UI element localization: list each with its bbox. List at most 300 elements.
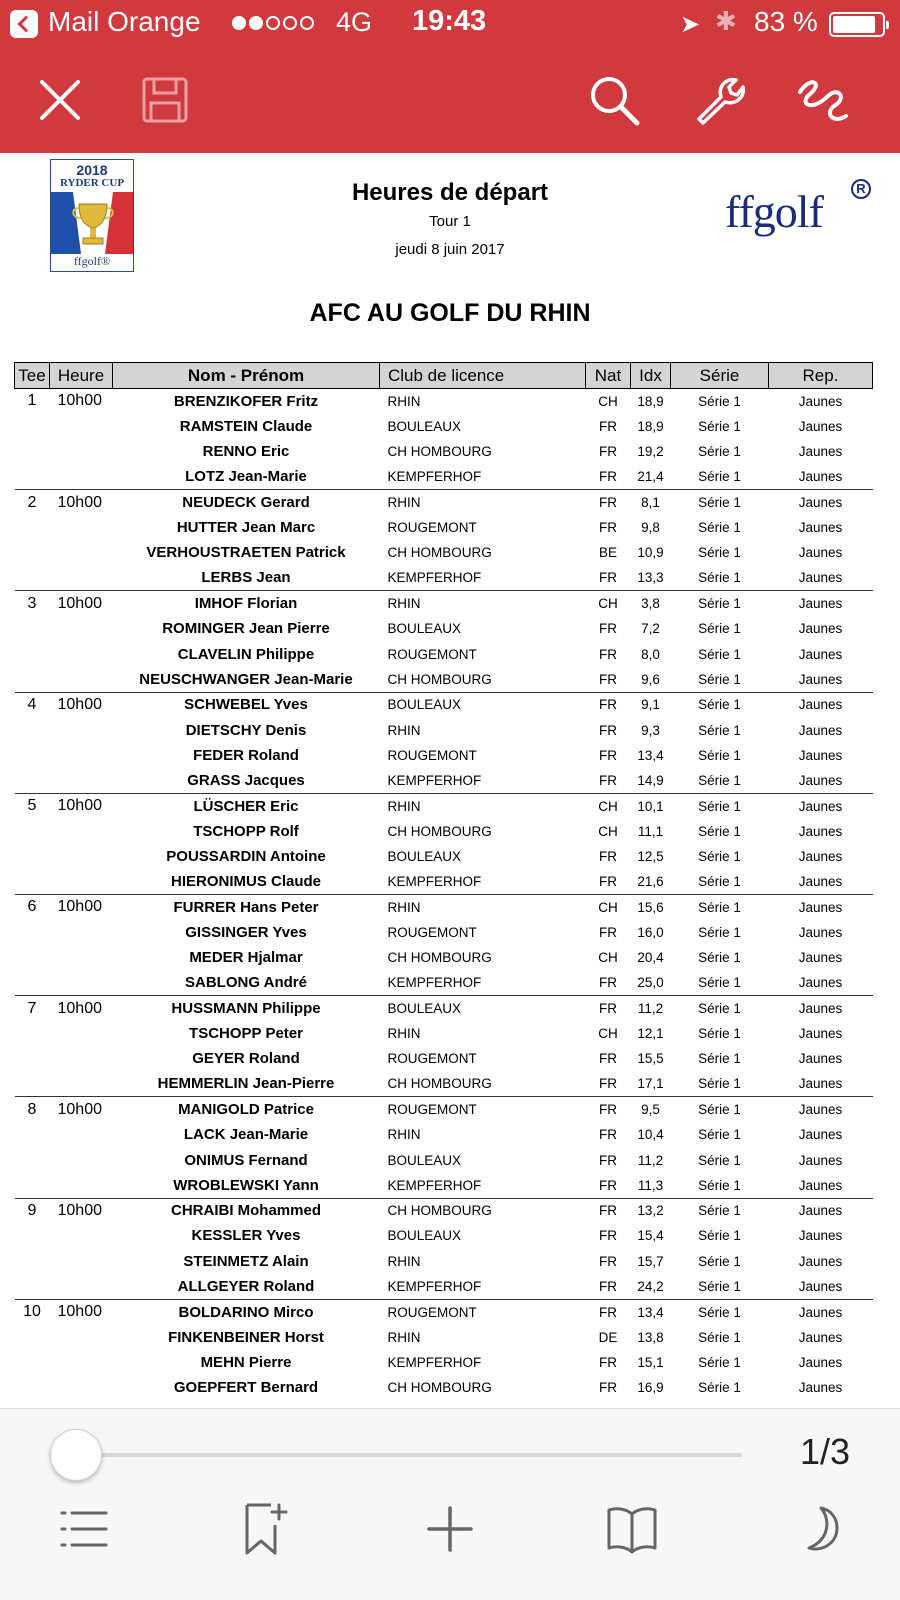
cell-rep: Jaunes xyxy=(798,545,843,561)
cell-idx: 11,2 xyxy=(637,1152,664,1168)
cell-idx: 12,5 xyxy=(637,848,664,864)
table-row xyxy=(15,894,873,919)
table-row xyxy=(15,768,873,793)
table-row xyxy=(15,717,873,742)
signal-strength-icon xyxy=(232,16,314,30)
col-header-heure: Heure xyxy=(50,363,113,389)
table-row xyxy=(15,844,873,869)
cell-heure: 10h00 xyxy=(57,493,102,511)
page-slider-track[interactable] xyxy=(76,1453,742,1457)
cell-club: CH HOMBOURG xyxy=(387,823,492,839)
cell-rep: Jaunes xyxy=(798,418,843,434)
cell-nom: MANIGOLD Patrice xyxy=(178,1101,314,1119)
cell-nat: FR xyxy=(586,566,631,591)
cell-heure: 10h00 xyxy=(57,594,102,612)
cell-heure: 10h00 xyxy=(57,898,102,916)
add-icon[interactable] xyxy=(420,1499,480,1559)
cell-rep: Jaunes xyxy=(769,464,873,489)
cell-rep: Jaunes xyxy=(798,747,843,763)
cell-club: KEMPFERHOF xyxy=(380,1274,586,1299)
cell-tee: 7 xyxy=(27,999,37,1017)
cell-rep: Jaunes xyxy=(798,646,843,662)
cell-serie: Série 1 xyxy=(698,798,741,814)
cell-tee xyxy=(15,1350,50,1375)
cell-tee: 8 xyxy=(27,1100,37,1118)
cell-nat: FR xyxy=(599,621,617,637)
cell-nom: HUTTER Jean Marc xyxy=(176,519,316,537)
cell-heure xyxy=(50,667,113,692)
cell-serie: Série 1 xyxy=(698,444,741,460)
cell-serie: Série 1 xyxy=(698,545,741,561)
cell-nat: CH xyxy=(598,950,618,966)
cell-nom: CHRAIBI Mohammed xyxy=(170,1202,321,1220)
cell-nom: MEDER Hjalmar xyxy=(189,949,303,967)
cell-tee xyxy=(15,1173,50,1198)
cell-rep: Jaunes xyxy=(798,697,843,713)
cell-idx: 12,1 xyxy=(637,1026,664,1042)
cell-club: RHIN xyxy=(387,899,421,915)
cell-idx: 24,2 xyxy=(631,1274,671,1299)
cell-nom: DIETSCHY Denis xyxy=(185,721,307,739)
back-app-label[interactable]: Mail Orange xyxy=(48,6,201,37)
cell-club: KEMPFERHOF xyxy=(380,768,586,793)
cell-rep: Jaunes xyxy=(798,722,843,738)
ffgolf-logo-text: ffgolf xyxy=(725,186,823,237)
cell-tee xyxy=(15,540,50,565)
cell-nat: FR xyxy=(586,970,631,995)
cell-idx: 16,9 xyxy=(637,1380,664,1396)
cell-club: ROUGEMONT xyxy=(387,646,477,662)
cell-serie: Série 1 xyxy=(671,869,769,894)
cell-nat: FR xyxy=(599,924,617,940)
table-row xyxy=(15,793,873,818)
cell-serie: Série 1 xyxy=(698,823,741,839)
col-header-nom: Nom - Prénom xyxy=(113,363,380,389)
cell-nat: FR xyxy=(599,1354,617,1370)
cell-heure xyxy=(50,1375,113,1400)
cell-idx: 13,3 xyxy=(631,566,671,591)
col-header-nat: Nat xyxy=(586,363,631,389)
cell-rep: Jaunes xyxy=(798,1051,843,1067)
cell-heure xyxy=(50,743,113,768)
cell-club: BOULEAUX xyxy=(387,418,462,434)
cell-tee: 5 xyxy=(27,797,37,815)
cell-nat: FR xyxy=(599,848,617,864)
cell-club: ROUGEMONT xyxy=(387,747,477,763)
cell-nom: CLAVELIN Philippe xyxy=(177,645,315,663)
save-icon[interactable] xyxy=(135,70,195,130)
cell-heure xyxy=(50,1122,113,1147)
cell-tee xyxy=(15,743,50,768)
cell-serie: Série 1 xyxy=(671,1274,769,1299)
cell-tee: 3 xyxy=(27,594,37,612)
book-icon[interactable] xyxy=(602,1499,662,1559)
cell-idx: 7,2 xyxy=(641,621,660,637)
cell-tee xyxy=(15,1122,50,1147)
table-row xyxy=(15,1072,873,1097)
reader-bottom-bar xyxy=(0,1408,900,1600)
cell-serie: Série 1 xyxy=(698,418,741,434)
cell-heure xyxy=(50,819,113,844)
battery-icon xyxy=(829,12,885,37)
cell-nat: FR xyxy=(599,1228,617,1244)
cell-nat: FR xyxy=(586,667,631,692)
cell-tee xyxy=(15,414,50,439)
cell-serie: Série 1 xyxy=(698,1152,741,1168)
cell-club: ROUGEMONT xyxy=(387,520,477,536)
cell-nat: FR xyxy=(599,1152,617,1168)
table-row xyxy=(15,591,873,616)
cell-tee xyxy=(15,945,50,970)
cell-serie: Série 1 xyxy=(671,464,769,489)
cell-nom: MEHN Pierre xyxy=(200,1353,292,1371)
cell-club: ROUGEMONT xyxy=(387,1051,477,1067)
cell-idx: 19,2 xyxy=(637,444,664,460)
cell-nom: SCHWEBEL Yves xyxy=(184,696,308,714)
cell-rep: Jaunes xyxy=(769,1274,873,1299)
cell-serie: Série 1 xyxy=(698,1329,741,1345)
table-row xyxy=(15,641,873,666)
cell-rep: Jaunes xyxy=(798,1102,843,1118)
cell-club: KEMPFERHOF xyxy=(387,1354,482,1370)
cell-rep: Jaunes xyxy=(798,1228,843,1244)
cell-idx: 9,5 xyxy=(641,1102,660,1118)
cell-nat: FR xyxy=(599,722,617,738)
ryder-cup-logo xyxy=(50,159,134,272)
cell-club: RHIN xyxy=(387,1026,421,1042)
cell-nom: HEMMERLIN Jean-Pierre xyxy=(113,1072,380,1097)
cell-rep: Jaunes xyxy=(798,1127,843,1143)
close-icon[interactable] xyxy=(30,70,90,130)
cell-heure xyxy=(50,920,113,945)
cell-nom: ROMINGER Jean Pierre xyxy=(162,620,330,638)
cell-tee xyxy=(15,768,50,793)
col-header-serie: Série xyxy=(671,363,769,389)
cell-nom: HUSSMANN Philippe xyxy=(171,1000,321,1018)
cell-club: BOULEAUX xyxy=(387,848,462,864)
cell-club: ROUGEMONT xyxy=(387,1102,477,1118)
col-header-rep: Rep. xyxy=(769,363,873,389)
cell-nom: HIERONIMUS Claude xyxy=(113,869,380,894)
cell-rep: Jaunes xyxy=(798,1380,843,1396)
table-row xyxy=(15,414,873,439)
cell-rep: Jaunes xyxy=(769,667,873,692)
cell-nom: WROBLEWSKI Yann xyxy=(113,1173,380,1198)
cell-tee xyxy=(15,1249,50,1274)
cell-nom: VERHOUSTRAETEN Patrick xyxy=(146,544,346,562)
table-row xyxy=(15,439,873,464)
table-row xyxy=(15,667,873,692)
table-row xyxy=(15,1173,873,1198)
cell-club: RHIN xyxy=(387,495,421,511)
cell-rep: Jaunes xyxy=(798,798,843,814)
cell-rep: Jaunes xyxy=(798,1253,843,1269)
cell-serie: Série 1 xyxy=(671,768,769,793)
table-row xyxy=(15,970,873,995)
table-row xyxy=(15,920,873,945)
cell-idx: 11,3 xyxy=(631,1173,671,1198)
cell-idx: 11,1 xyxy=(637,823,664,839)
cell-nom: FINKENBEINER Horst xyxy=(168,1328,324,1346)
cell-rep: Jaunes xyxy=(769,1072,873,1097)
cell-nom: BOLDARINO Mirco xyxy=(178,1303,314,1321)
registered-mark-icon: R xyxy=(851,179,871,199)
table-row xyxy=(15,1299,873,1324)
night-mode-icon[interactable] xyxy=(786,1499,846,1559)
cell-nat: FR xyxy=(586,1072,631,1097)
cell-tee: 1 xyxy=(27,392,37,410)
cell-nom: LACK Jean-Marie xyxy=(183,1126,309,1144)
cell-nat: FR xyxy=(599,1051,617,1067)
table-row xyxy=(15,515,873,540)
cell-tee xyxy=(15,1147,50,1172)
cell-heure xyxy=(50,717,113,742)
document-date: jeudi 8 juin 2017 xyxy=(395,241,505,258)
table-body xyxy=(15,389,873,1401)
table-row xyxy=(15,1223,873,1248)
cell-rep: Jaunes xyxy=(798,1026,843,1042)
cell-idx: 15,6 xyxy=(637,899,664,915)
cell-club: CH HOMBOURG xyxy=(380,667,586,692)
cell-tee: 2 xyxy=(27,493,37,511)
cell-club: RHIN xyxy=(387,1127,421,1143)
cell-nat: FR xyxy=(586,869,631,894)
cell-idx: 9,1 xyxy=(641,697,660,713)
cell-nat: FR xyxy=(599,747,617,763)
cell-tee xyxy=(15,920,50,945)
cell-tee xyxy=(15,717,50,742)
cell-tee xyxy=(15,464,50,489)
table-row xyxy=(15,1350,873,1375)
search-icon[interactable] xyxy=(584,70,644,130)
ryder-logo-year: 2018 xyxy=(76,162,108,178)
cell-heure xyxy=(50,1274,113,1299)
annotate-icon[interactable] xyxy=(792,70,852,130)
cell-nom: TSCHOPP Rolf xyxy=(193,822,299,840)
cell-idx: 13,4 xyxy=(637,747,664,763)
cell-serie: Série 1 xyxy=(698,950,741,966)
cell-heure xyxy=(50,945,113,970)
cell-idx: 15,5 xyxy=(637,1051,664,1067)
cell-heure xyxy=(50,641,113,666)
cell-heure xyxy=(50,439,113,464)
cell-tee xyxy=(15,970,50,995)
cell-nat: CH xyxy=(598,899,618,915)
cell-tee xyxy=(15,616,50,641)
cell-serie: Série 1 xyxy=(698,1228,741,1244)
network-type: 4G xyxy=(336,7,373,37)
cell-heure: 10h00 xyxy=(57,392,102,410)
cell-heure: 10h00 xyxy=(57,1201,102,1219)
col-header-idx: Idx xyxy=(631,363,671,389)
cell-idx: 17,1 xyxy=(631,1072,671,1097)
cell-heure xyxy=(50,566,113,591)
back-to-app-icon[interactable] xyxy=(10,10,38,38)
cell-serie: Série 1 xyxy=(698,520,741,536)
cell-heure xyxy=(50,1249,113,1274)
cell-serie: Série 1 xyxy=(698,697,741,713)
cell-serie: Série 1 xyxy=(698,596,741,612)
cell-tee xyxy=(15,869,50,894)
cell-nom: FEDER Roland xyxy=(193,746,299,764)
wrench-icon[interactable] xyxy=(688,70,748,130)
cell-idx: 14,9 xyxy=(631,768,671,793)
cell-tee xyxy=(15,844,50,869)
cell-nat: FR xyxy=(599,418,617,434)
cell-club: KEMPFERHOF xyxy=(380,464,586,489)
battery-percent: 83 % xyxy=(754,6,818,37)
page-indicator: 1/3 xyxy=(800,1431,851,1472)
cell-nom: KESSLER Yves xyxy=(191,1227,301,1245)
cell-tee: 9 xyxy=(27,1201,37,1219)
cell-nat: CH xyxy=(598,393,618,409)
cell-club: KEMPFERHOF xyxy=(380,869,586,894)
cell-rep: Jaunes xyxy=(769,768,873,793)
cell-nat: CH xyxy=(598,823,618,839)
cell-rep: Jaunes xyxy=(769,566,873,591)
cell-rep: Jaunes xyxy=(798,848,843,864)
cell-heure xyxy=(50,1021,113,1046)
cell-tee xyxy=(15,1274,50,1299)
cell-heure: 10h00 xyxy=(57,695,102,713)
cell-nom: LÜSCHER Eric xyxy=(193,797,299,815)
cell-rep: Jaunes xyxy=(798,899,843,915)
cell-heure xyxy=(50,540,113,565)
cell-tee xyxy=(15,1324,50,1349)
cell-tee xyxy=(15,1375,50,1400)
cell-nom: NEUSCHWANGER Jean-Marie xyxy=(113,667,380,692)
cell-serie: Série 1 xyxy=(698,1253,741,1269)
cell-serie: Série 1 xyxy=(698,1001,741,1017)
cell-rep: Jaunes xyxy=(798,495,843,511)
bookmark-add-icon[interactable] xyxy=(235,1499,295,1559)
cell-serie: Série 1 xyxy=(671,1072,769,1097)
cell-rep: Jaunes xyxy=(769,970,873,995)
cell-nat: FR xyxy=(599,1304,617,1320)
cell-serie: Série 1 xyxy=(698,722,741,738)
cell-club: BOULEAUX xyxy=(387,1001,462,1017)
cell-club: BOULEAUX xyxy=(387,1152,462,1168)
cell-rep: Jaunes xyxy=(798,393,843,409)
cell-idx: 20,4 xyxy=(637,950,664,966)
cell-heure xyxy=(50,1173,113,1198)
cell-rep: Jaunes xyxy=(798,950,843,966)
cell-serie: Série 1 xyxy=(698,747,741,763)
cell-tee xyxy=(15,1046,50,1071)
table-row xyxy=(15,692,873,717)
cell-club: RHIN xyxy=(387,722,421,738)
cell-serie: Série 1 xyxy=(698,848,741,864)
cell-nom: GOEPFERT Bernard xyxy=(173,1379,319,1397)
list-icon[interactable] xyxy=(54,1499,114,1559)
cell-serie: Série 1 xyxy=(698,1380,741,1396)
cell-heure xyxy=(50,515,113,540)
cell-club: BOULEAUX xyxy=(387,1228,462,1244)
table-row xyxy=(15,616,873,641)
cell-serie: Série 1 xyxy=(671,566,769,591)
ryder-logo-name: RYDER CUP xyxy=(59,177,125,189)
cell-heure xyxy=(50,1046,113,1071)
cell-club: RHIN xyxy=(387,1329,421,1345)
cell-idx: 15,4 xyxy=(637,1228,664,1244)
cell-nom: TSCHOPP Peter xyxy=(189,1025,303,1043)
table-row xyxy=(15,1097,873,1122)
cell-serie: Série 1 xyxy=(698,646,741,662)
cell-serie: Série 1 xyxy=(698,1203,741,1219)
cell-idx: 9,8 xyxy=(641,520,660,536)
cell-idx: 9,6 xyxy=(631,667,671,692)
cell-nom: IMHOF Florian xyxy=(194,595,298,613)
cell-nat: FR xyxy=(599,520,617,536)
cell-heure xyxy=(50,414,113,439)
cell-heure: 10h00 xyxy=(57,797,102,815)
table-row xyxy=(15,996,873,1021)
cell-club: KEMPFERHOF xyxy=(380,1173,586,1198)
cell-idx: 10,4 xyxy=(637,1127,664,1143)
cell-club: BOULEAUX xyxy=(387,621,462,637)
cell-tee xyxy=(15,439,50,464)
cell-club: RHIN xyxy=(387,798,421,814)
table-row xyxy=(15,1122,873,1147)
cell-heure xyxy=(50,768,113,793)
cell-nat: DE xyxy=(598,1329,618,1345)
cell-club: CH HOMBOURG xyxy=(387,1203,492,1219)
cell-nom: GRASS Jacques xyxy=(113,768,380,793)
bluetooth-icon: ✱ xyxy=(715,6,737,36)
table-row xyxy=(15,540,873,565)
cell-nom: STEINMETZ Alain xyxy=(183,1252,309,1270)
cell-idx: 8,0 xyxy=(641,646,660,662)
cell-serie: Série 1 xyxy=(671,667,769,692)
cell-nat: FR xyxy=(599,1203,617,1219)
table-row xyxy=(15,464,873,489)
cell-serie: Série 1 xyxy=(698,393,741,409)
cell-rep: Jaunes xyxy=(798,1354,843,1370)
cell-club: CH HOMBOURG xyxy=(380,1072,586,1097)
cell-idx: 3,8 xyxy=(641,596,660,612)
cell-heure: 10h00 xyxy=(57,999,102,1017)
reader-toolbar xyxy=(0,48,900,153)
cell-nat: FR xyxy=(586,768,631,793)
cell-nom: ONIMUS Fernand xyxy=(184,1151,308,1169)
cell-idx: 13,8 xyxy=(637,1329,664,1345)
col-header-tee: Tee xyxy=(15,363,50,389)
table-row xyxy=(15,1324,873,1349)
cell-club: RHIN xyxy=(387,1253,421,1269)
cell-serie: Série 1 xyxy=(698,621,741,637)
cell-heure xyxy=(50,970,113,995)
cell-idx: 18,9 xyxy=(637,393,664,409)
cell-tee xyxy=(15,566,50,591)
cell-heure xyxy=(50,464,113,489)
table-row xyxy=(15,1046,873,1071)
cell-serie: Série 1 xyxy=(698,1051,741,1067)
cell-nat: FR xyxy=(599,1253,617,1269)
table-row xyxy=(15,743,873,768)
table-row xyxy=(15,819,873,844)
cell-club: CH HOMBOURG xyxy=(387,444,492,460)
start-times-table xyxy=(14,362,873,1400)
cell-serie: Série 1 xyxy=(698,495,741,511)
cell-serie: Série 1 xyxy=(698,1102,741,1118)
page-slider-thumb[interactable] xyxy=(50,1429,102,1481)
cell-nat: FR xyxy=(599,697,617,713)
table-row xyxy=(15,490,873,515)
cell-heure xyxy=(50,844,113,869)
cell-club: KEMPFERHOF xyxy=(380,566,586,591)
cell-rep: Jaunes xyxy=(798,1001,843,1017)
cell-club: ROUGEMONT xyxy=(387,1304,477,1320)
